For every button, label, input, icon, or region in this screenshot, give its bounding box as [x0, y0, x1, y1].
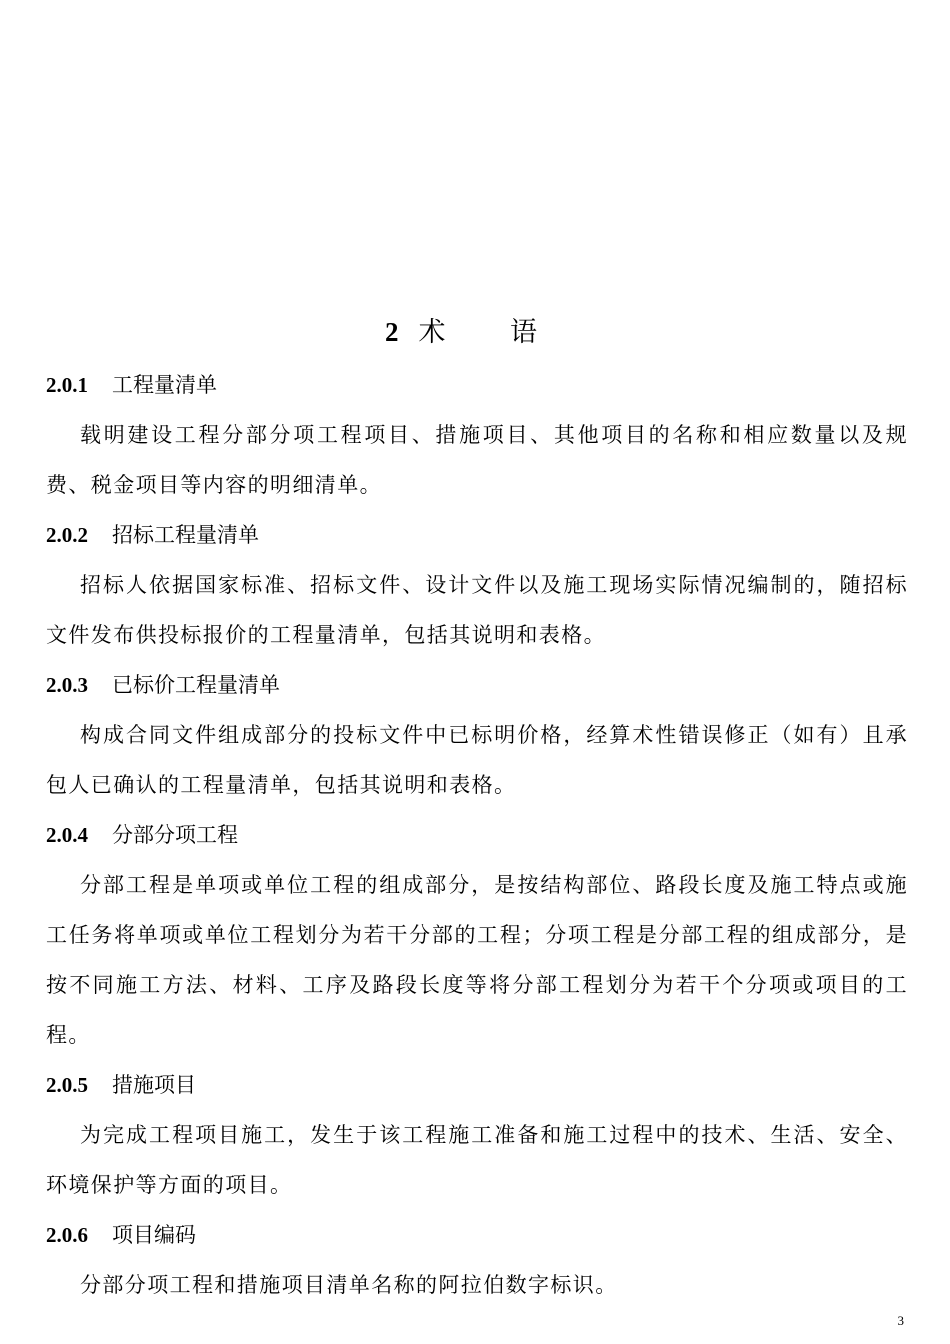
- term-heading: [46, 1210, 908, 1260]
- term-definition: 分部工程是单项或单位工程的组成部分，是按结构部位、路段长度及施工特点或施工任务将单项或单位工程划分为若干分部的工程；分项工程是分部工程的组成部分，是按不同施工方法、材料、工序及路段长度等将分部工程划分为若干个分项或项目的工程。: [46, 873, 908, 1047]
- page-number: 3: [897, 1313, 904, 1328]
- term-name: 工程量清单: [112, 373, 217, 397]
- term-number: 2.0.1: [46, 373, 88, 397]
- term-name: 分部分项工程: [112, 823, 238, 847]
- term-definition: 载明建设工程分部分项工程项目、措施项目、其他项目的名称和相应数量以及规费、税金项目等内容的明细清单。: [46, 423, 908, 497]
- term-heading: [46, 360, 908, 410]
- term-number: 2.0.2: [46, 523, 88, 547]
- term-number: 2.0.3: [46, 673, 88, 697]
- terms-section: [46, 360, 908, 1310]
- term-number: 2.0.6: [46, 1223, 88, 1247]
- term-heading: [46, 510, 908, 560]
- chapter-title: [0, 312, 950, 353]
- term-heading: [46, 810, 908, 860]
- term-heading: [46, 1060, 908, 1110]
- term-definition: 招标人依据国家标准、招标文件、设计文件以及施工现场实际情况编制的，随招标文件发布供投标报价的工程量清单，包括其说明和表格。: [46, 573, 908, 647]
- term-name: 招标工程量清单: [112, 523, 259, 547]
- term-definition: 构成合同文件组成部分的投标文件中已标明价格，经算术性错误修正（如有）且承包人已确认的工程量清单，包括其说明和表格。: [46, 723, 908, 797]
- term-definition: 为完成工程项目施工，发生于该工程施工准备和施工过程中的技术、生活、安全、环境保护等方面的项目。: [46, 1123, 908, 1197]
- term-number: 2.0.5: [46, 1073, 88, 1097]
- chapter-heading: 术 语: [418, 317, 566, 348]
- chapter-number: 2: [384, 317, 399, 347]
- term-name: 措施项目: [112, 1073, 196, 1097]
- term-name: 已标价工程量清单: [112, 673, 280, 697]
- term-number: 2.0.4: [46, 823, 88, 847]
- term-definition: 分部分项工程和措施项目清单名称的阿拉伯数字标识。: [80, 1273, 618, 1297]
- term-name: 项目编码: [112, 1223, 196, 1247]
- term-heading: [46, 660, 908, 710]
